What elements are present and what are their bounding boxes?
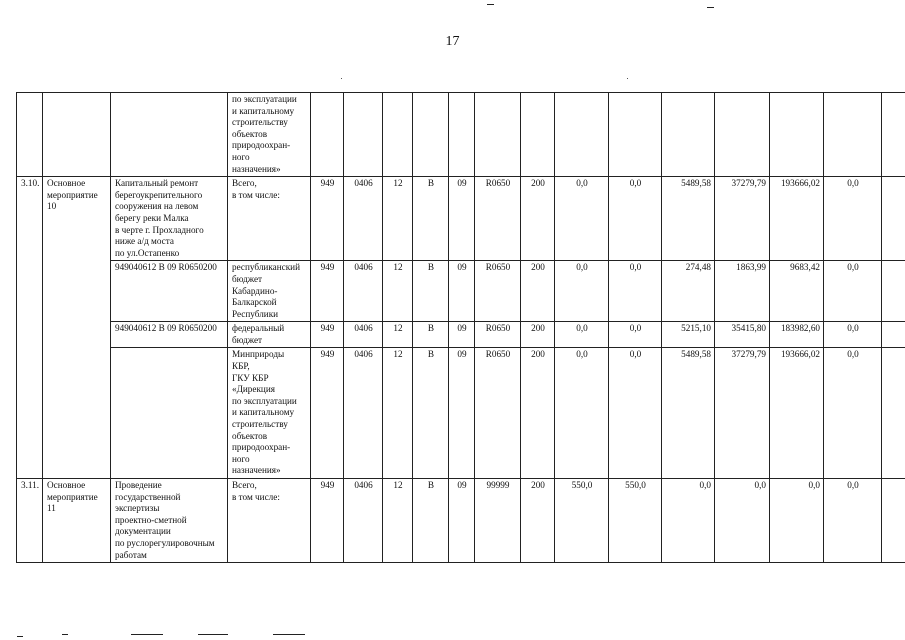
event-code-cell: 09 [449,479,475,563]
event-cell: Основное мероприятие 11 [43,479,111,563]
year-4-cell: 0,0 [715,479,770,563]
year-3-cell [662,93,715,177]
row-number-cell [17,93,43,177]
subprogram-code-cell: В [413,479,449,563]
row-number-cell: 3.10. [17,177,43,479]
blank-cell [882,348,905,479]
blank-cell [882,261,905,322]
scan-mark [62,634,68,635]
rzpr-cell: 0406 [344,348,383,479]
code-cell: 949040612 В 09 R0650200 [111,322,228,348]
year-5-cell [770,93,824,177]
scan-mark [487,4,494,5]
grbs-cell: 949 [311,322,344,348]
event-code-cell: 09 [449,322,475,348]
expense-type-cell: 200 [521,479,555,563]
blank-cell [882,322,905,348]
program-code-cell: 12 [383,177,413,261]
year-2-cell: 0,0 [609,177,662,261]
grbs-cell: 949 [311,177,344,261]
executor-cell: Всего, в том числе: [228,177,311,261]
grbs-cell [311,93,344,177]
rzpr-cell: 0406 [344,177,383,261]
year-4-cell [715,93,770,177]
direction-code-cell [475,93,521,177]
subprogram-code-cell [413,93,449,177]
title-cell [111,93,228,177]
direction-code-cell: R0650 [475,261,521,322]
year-1-cell: 0,0 [555,261,609,322]
table-row [17,93,905,177]
grbs-cell: 949 [311,348,344,479]
year-5-cell: 9683,42 [770,261,824,322]
year-3-cell: 5489,58 [662,348,715,479]
budget-table [16,92,905,563]
year-6-cell: 0,0 [824,479,882,563]
event-code-cell: 09 [449,348,475,479]
table-row [17,479,905,563]
scan-dot [627,78,628,79]
year-6-cell: 0,0 [824,177,882,261]
year-2-cell [609,93,662,177]
grbs-cell: 949 [311,261,344,322]
subprogram-code-cell: В [413,348,449,479]
year-5-cell: 0,0 [770,479,824,563]
year-1-cell [555,93,609,177]
table-row [17,322,905,348]
year-6-cell: 0,0 [824,348,882,479]
year-3-cell: 0,0 [662,479,715,563]
expense-type-cell: 200 [521,348,555,479]
rzpr-cell: 0406 [344,322,383,348]
page-number: 17 [445,34,460,49]
year-4-cell: 37279,79 [715,177,770,261]
blank-cell [882,479,905,563]
year-2-cell: 0,0 [609,322,662,348]
executor-cell: Минприроды КБР, ГКУ КБР «Дирекция по эксплуатации и капитальному строительству объектов природоохран- ного назначения» [228,348,311,479]
year-2-cell: 550,0 [609,479,662,563]
scan-mark [131,634,163,635]
grbs-cell: 949 [311,479,344,563]
program-code-cell [383,93,413,177]
table-row [17,177,905,261]
executor-cell: республиканский бюджет Кабардино- Балкарской Республики [228,261,311,322]
event-code-cell: 09 [449,177,475,261]
event-code-cell: 09 [449,261,475,322]
program-code-cell: 12 [383,479,413,563]
expense-type-cell: 200 [521,261,555,322]
subprogram-code-cell: В [413,177,449,261]
table-row [17,261,905,322]
code-cell [111,348,228,479]
scan-mark [273,634,305,635]
year-3-cell: 5215,10 [662,322,715,348]
year-4-cell: 35415,80 [715,322,770,348]
year-6-cell: 0,0 [824,322,882,348]
program-code-cell: 12 [383,261,413,322]
scan-mark [17,636,23,637]
subprogram-code-cell: В [413,261,449,322]
year-6-cell [824,93,882,177]
direction-code-cell: R0650 [475,177,521,261]
year-2-cell: 0,0 [609,261,662,322]
expense-type-cell: 200 [521,177,555,261]
table-row [17,348,905,479]
year-6-cell: 0,0 [824,261,882,322]
title-cell: Капитальный ремонт берегоукрепительного сооружения на левом берегу реки Малка в черте г. Прохладного ниже а/д моста по ул.Остапенко [111,177,228,261]
year-1-cell: 0,0 [555,177,609,261]
direction-code-cell: R0650 [475,322,521,348]
scan-mark [198,634,228,635]
blank-cell [882,93,905,177]
year-5-cell: 183982,60 [770,322,824,348]
rzpr-cell [344,93,383,177]
year-3-cell: 274,48 [662,261,715,322]
program-code-cell: 12 [383,322,413,348]
expense-type-cell: 200 [521,322,555,348]
year-1-cell: 0,0 [555,322,609,348]
row-number-cell: 3.11. [17,479,43,563]
event-cell: Основное мероприятие 10 [43,177,111,479]
year-5-cell: 193666,02 [770,348,824,479]
event-cell [43,93,111,177]
year-1-cell: 550,0 [555,479,609,563]
year-3-cell: 5489,58 [662,177,715,261]
code-cell: 949040612 В 09 R0650200 [111,261,228,322]
year-1-cell: 0,0 [555,348,609,479]
executor-cell: федеральный бюджет [228,322,311,348]
rzpr-cell: 0406 [344,479,383,563]
title-cell: Проведение государственной экспертизы проектно-сметной документации по руслорегулировочным работам [111,479,228,563]
direction-code-cell: 99999 [475,479,521,563]
event-code-cell [449,93,475,177]
blank-cell [882,177,905,261]
year-5-cell: 193666,02 [770,177,824,261]
year-2-cell: 0,0 [609,348,662,479]
program-code-cell: 12 [383,348,413,479]
executor-cell: по эксплуатации и капитальному строительству объектов природоохран- ного назначения» [228,93,311,177]
year-4-cell: 1863,99 [715,261,770,322]
rzpr-cell: 0406 [344,261,383,322]
year-4-cell: 37279,79 [715,348,770,479]
direction-code-cell: R0650 [475,348,521,479]
expense-type-cell [521,93,555,177]
executor-cell: Всего, в том числе: [228,479,311,563]
scan-mark [707,7,714,8]
scan-dot [341,78,342,79]
subprogram-code-cell: В [413,322,449,348]
